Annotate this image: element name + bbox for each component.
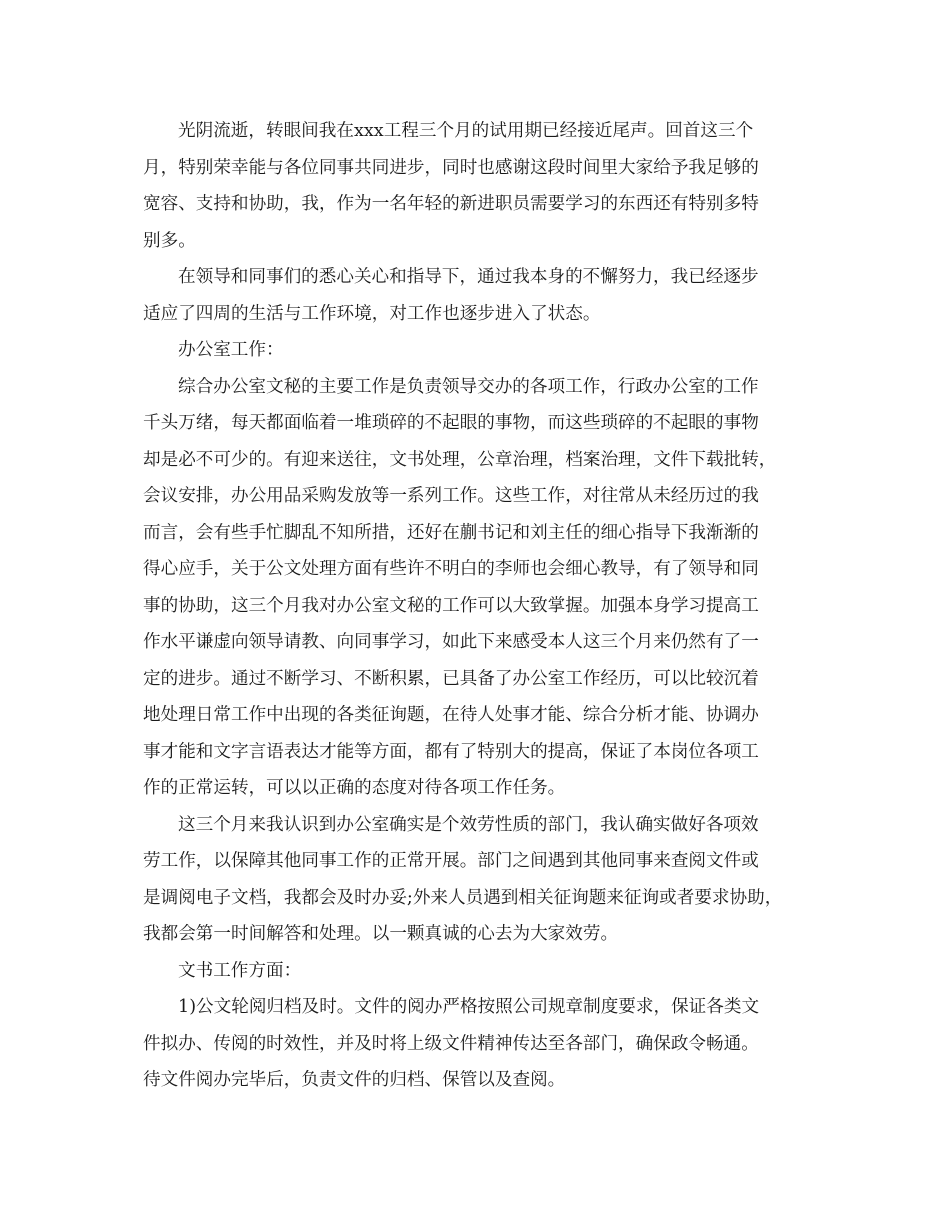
paragraph-1-line-4: 别多。: [143, 231, 196, 251]
paragraph-4-line-1: 综合办公室文秘的主要工作是负责领导交办的各项工作，行政办公室的工作: [178, 377, 759, 397]
paragraph-1-line-2: 月，特别荣幸能与各位同事共同进步，同时也感谢这段时间里大家给予我足够的: [143, 158, 759, 178]
paragraph-5-line-3: 是调阅电子文档，我都会及时办妥;外来人员遇到相关征询题来征询或者要求协助，: [143, 888, 783, 908]
paragraph-4-line-4: 会议安排，办公用品采购发放等一系列工作。这些工作，对往常从未经历过的我: [143, 486, 759, 506]
paragraph-4-line-7: 事的协助，这三个月我对办公室文秘的工作可以大致掌握。加强本身学习提高工: [143, 596, 759, 616]
paragraph-2-line-2: 适应了四周的生活与工作环境，对工作也逐步进入了状态。: [143, 304, 601, 324]
paragraph-4-line-5: 而言，会有些手忙脚乱不知所措，还好在蒯书记和刘主任的细心指导下我渐渐的: [143, 523, 759, 543]
paragraph-4-line-10: 地处理日常工作中出现的各类征询题，在待人处事才能、综合分析才能、协调办: [143, 705, 759, 725]
paragraph-4-line-12: 作的正常运转，可以以正确的态度对待各项工作任务。: [143, 778, 566, 798]
section-heading-office-work: 办公室工作：: [178, 340, 284, 360]
paragraph-2-line-1: 在领导和同事们的悉心关心和指导下，通过我本身的不懈努力，我已经逐步: [178, 267, 759, 287]
paragraph-7-line-1: 1)公文轮阅归档及时。文件的阅办严格按照公司规章制度要求，保证各类文: [178, 997, 760, 1017]
paragraph-5-line-1: 这三个月来我认识到办公室确实是个效劳性质的部门，我认确实做好各项效: [178, 815, 759, 835]
paragraph-4-line-11: 事才能和文字言语表达才能等方面，都有了特别大的提高，保证了本岗位各项工: [143, 742, 759, 762]
paragraph-5-line-4: 我都会第一时间解答和处理。以一颗真诚的心去为大家效劳。: [143, 924, 619, 944]
section-heading-clerical-work: 文书工作方面：: [178, 961, 302, 981]
paragraph-4-line-2: 千头万绪，每天都面临着一堆琐碎的不起眼的事物，而这些琐碎的不起眼的事物: [143, 413, 759, 433]
paragraph-4-line-8: 作水平谦虚向领导请教、向同事学习，如此下来感受本人这三个月来仍然有了一: [143, 632, 759, 652]
paragraph-4-line-3: 却是必不可少的。有迎来送往，文书处理，公章治理，档案治理，文件下载批转，: [143, 450, 777, 470]
paragraph-5-line-2: 劳工作，以保障其他同事工作的正常开展。部门之间遇到其他同事来查阅文件或: [143, 851, 759, 871]
paragraph-1-line-1: 光阴流逝，转眼间我在xxx工程三个月的试用期已经接近尾声。回首这三个: [178, 121, 754, 141]
paragraph-4-line-9: 定的进步。通过不断学习、不断积累，已具备了办公室工作经历，可以比较沉着: [143, 669, 759, 689]
paragraph-7-line-2: 件拟办、传阅的时效性，并及时将上级文件精神传达至各部门，确保政令畅通。: [143, 1034, 759, 1054]
paragraph-1-line-3: 宽容、支持和协助，我，作为一名年轻的新进职员需要学习的东西还有特别多特: [143, 194, 759, 214]
paragraph-7-line-3: 待文件阅办完毕后，负责文件的归档、保管以及查阅。: [143, 1070, 566, 1090]
paragraph-4-line-6: 得心应手，关于公文处理方面有些许不明白的李师也会细心教导，有了领导和同: [143, 559, 759, 579]
